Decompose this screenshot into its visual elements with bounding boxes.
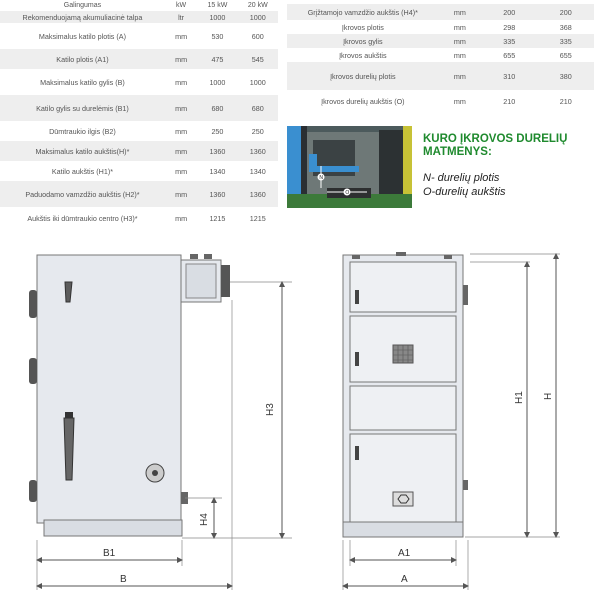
row-unit: mm [453,22,466,32]
row-unit: mm [175,126,188,136]
row-unit: mm [165,95,197,121]
row-unit: mm [165,141,197,161]
fuel-door-height-note: O-durelių aukštis [423,186,506,198]
header-col2: 20 kW [247,2,268,9]
table-row [0,95,278,121]
row-value-20: 368 [559,22,572,32]
table-row [287,90,594,112]
row-value-20: 1340 [249,166,266,176]
header-label: Galingumas [63,2,102,9]
row-label: Maksimalus katilo gylis (B) [40,77,125,87]
row-label: Maksimalus katilo plotis (A) [38,31,126,41]
row-label: Paduodamo vamzdžio aukštis (H2)* [0,181,165,207]
row-value-15: 1360 [197,141,237,161]
row-unit: mm [165,49,197,69]
table-row [287,48,594,62]
fuel-door-title-line2: MATMENYS: [423,146,492,158]
fuel-door-title [423,133,598,159]
row-value-20: 680 [238,95,278,121]
dim-label-h3: H3 [265,403,276,416]
row-unit: mm [453,96,466,106]
photo-label-o: O [345,190,350,196]
table-header-row [0,0,278,11]
table-row [287,62,594,90]
row-label: Įkrovos plotis [341,22,384,32]
row-label: Maksimalus katilo aukštis(H)* [0,141,165,161]
row-label: Grįžtamojo vamzdžio aukštis (H4)* [287,4,439,20]
row-label: Aukštis iki dūmtraukio centro (H3)* [27,213,138,223]
table-row [0,69,278,95]
side-view [29,254,230,536]
row-value-15: 1360 [197,181,237,207]
row-label: Įkrovos aukštis [339,50,387,60]
row-value-20: 210 [559,96,572,106]
row-label: Rekomenduojamą akumuliacinė talpa [0,11,165,23]
row-unit: mm [175,166,188,176]
row-value-15: 530 [211,31,224,41]
table-row [0,141,278,161]
row-value-20: 1215 [249,213,266,223]
dim-label-b1: B1 [103,548,116,559]
row-value-20: 1360 [238,141,278,161]
dim-label-a: A [401,574,408,585]
row-value-20: 250 [251,126,264,136]
dim-label-a1: A1 [398,548,411,559]
row-value-15: 1000 [197,11,237,23]
row-value-20: 380 [538,62,595,90]
row-value-15: 210 [503,96,516,106]
row-value-15: 335 [481,34,537,48]
fuel-door-illustration [287,126,412,208]
header-unit: kW [176,2,187,9]
row-value-15: 298 [503,22,516,32]
dim-label-h4: H4 [199,513,210,526]
row-value-15: 200 [481,4,537,20]
row-value-20: 1360 [238,181,278,207]
table-row [0,121,278,141]
row-unit: mm [175,213,188,223]
row-unit: mm [175,31,188,41]
fuel-door-photo [287,126,412,208]
row-unit: mm [175,77,188,87]
table-row [287,20,594,34]
table-row [287,4,594,20]
table-row [0,161,278,181]
header-col1: 15 kW [207,2,228,9]
dim-label-h: H [543,392,554,400]
row-unit: mm [165,181,197,207]
row-value-15: 655 [503,50,516,60]
row-value-15: 250 [211,126,224,136]
row-value-15: 310 [481,62,537,90]
row-label: Katilo gylis su durelėmis (B1) [0,95,165,121]
row-unit: ltr [165,11,197,23]
row-label: Dūmtraukio ilgis (B2) [49,126,116,136]
row-value-20: 335 [538,34,595,48]
front-view [343,252,468,537]
photo-label-n: N [319,175,324,181]
row-value-20: 1000 [249,77,266,87]
table-row [0,49,278,69]
row-label: Katilo plotis (A1) [0,49,165,69]
row-unit: mm [439,4,481,20]
specs-table-right [287,4,594,112]
row-value-20: 545 [238,49,278,69]
row-value-15: 475 [197,49,237,69]
row-value-20: 600 [251,31,264,41]
row-value-20: 655 [559,50,572,60]
row-unit: mm [439,34,481,48]
row-label: Katilo aukštis (H1)* [51,166,114,176]
row-value-15: 1000 [209,77,226,87]
row-value-15: 1215 [209,213,226,223]
specs-table-left [0,0,278,229]
row-value-15: 1340 [209,166,226,176]
row-value-15: 680 [197,95,237,121]
table-row [0,23,278,49]
row-unit: mm [453,50,466,60]
row-unit: mm [439,62,481,90]
row-value-20: 1000 [238,11,278,23]
dim-label-b: B [120,574,127,585]
row-label: Įkrovos gylis [287,34,439,48]
row-value-20: 200 [538,4,595,20]
fuel-door-title-line1: KURO ĮKROVOS DURELIŲ [423,133,568,145]
table-row [287,34,594,48]
dim-label-h1: H1 [514,391,525,404]
table-row [0,181,278,207]
row-label: Įkrovos durelių plotis [287,62,439,90]
fuel-door-width-note: N- durelių plotis [423,172,500,184]
table-row [0,207,278,229]
row-label: Įkrovos durelių aukštis (O) [321,96,405,106]
table-row [0,11,278,23]
boiler-technical-drawing [0,232,600,600]
